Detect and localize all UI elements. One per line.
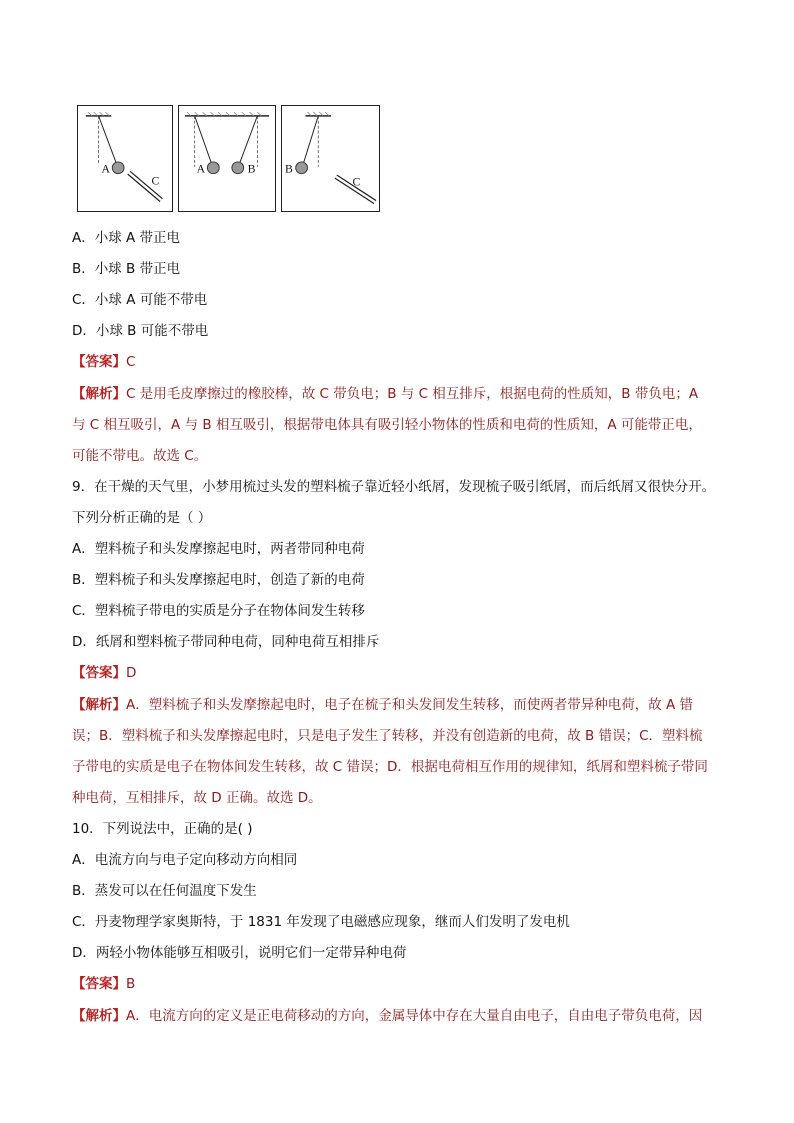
- answer-tag: 【答案】: [72, 665, 126, 681]
- q10-stem: 10．下列说法中，正确的是( ): [72, 821, 253, 837]
- answer-tag: 【答案】: [72, 976, 126, 992]
- figure-group: [77, 105, 380, 212]
- label-b: B: [284, 162, 293, 176]
- q9-analysis-line-2: 误；B．塑料梳子和头发摩擦起电时，只是电子发生了转移，并没有创造新的电荷，故 B 错误；C．塑料梳: [72, 728, 703, 744]
- q8-analysis-line-3: 可能不带电。故选 C。: [72, 448, 208, 464]
- analysis-text: C 是用毛皮摩擦过的橡胶棒，故 C 带负电；B 与 C 相互排斥，根据电荷的性质知，B 带负电；A: [126, 386, 699, 402]
- answer-value: D: [126, 665, 137, 681]
- analysis-tag: 【解析】: [72, 386, 126, 402]
- analysis-tag: 【解析】: [72, 1008, 126, 1024]
- ball-a: [207, 162, 219, 174]
- figure-2-drawing: [179, 106, 275, 211]
- label-c: C: [151, 174, 160, 188]
- q9-analysis-line-3: 子带电的实质是电子在物体间发生转移，故 C 错误；D．根据电荷相互作用的规律知，纸屑和塑料梳子带同: [72, 759, 708, 775]
- q9-option-d: D．纸屑和塑料梳子带同种电荷，同种电荷互相排斥: [72, 634, 380, 650]
- q8-answer: [72, 352, 732, 372]
- figure-2: [178, 105, 276, 212]
- ball-a: [112, 162, 124, 174]
- answer-value: C: [126, 354, 136, 370]
- q9-answer: [72, 663, 732, 683]
- label-a: A: [101, 162, 110, 176]
- q10-answer: [72, 974, 732, 994]
- answer-value: B: [126, 976, 136, 992]
- figure-3: [281, 105, 380, 212]
- q8-option-c: C．小球 A 可能不带电: [72, 292, 208, 308]
- q8-option-a: A．小球 A 带正电: [72, 230, 181, 246]
- analysis-tag: 【解析】: [72, 697, 126, 713]
- analysis-text: A．电流方向的定义是正电荷移动的方向，金属导体中存在大量自由电子，自由电子带负电荷，因: [126, 1008, 703, 1024]
- q9-stem-line-1: 9．在干燥的天气里，小梦用梳过头发的塑料梳子靠近轻小纸屑，发现梳子吸引纸屑，而后纸屑又很快分开。: [72, 479, 716, 495]
- q8-option-d: D．小球 B 可能不带电: [72, 323, 209, 339]
- label-a: A: [196, 162, 206, 176]
- q9-option-b: B．塑料梳子和头发摩擦起电时，创造了新的电荷: [72, 572, 365, 588]
- label-c: C: [352, 175, 361, 189]
- q10-analysis-line-1: [72, 1006, 732, 1026]
- figure-1-drawing: [78, 106, 172, 211]
- q9-analysis-line-1: [72, 695, 732, 715]
- q9-option-a: A．塑料梳子和头发摩擦起电时，两者带同种电荷: [72, 541, 365, 557]
- figure-3-drawing: [282, 106, 379, 211]
- q10-option-c: C．丹麦物理学家奥斯特，于 1831 年发现了电磁感应现象，继而人们发明了发电机: [72, 914, 570, 930]
- answer-tag: 【答案】: [72, 354, 126, 370]
- q8-option-b: B．小球 B 带正电: [72, 261, 181, 277]
- analysis-text: A．塑料梳子和头发摩擦起电时，电子在梳子和头发间发生转移，而使两者带异种电荷，故 A 错: [126, 697, 694, 713]
- q10-option-a: A．电流方向与电子定向移动方向相同: [72, 852, 298, 868]
- q8-analysis-line-1: [72, 384, 732, 404]
- label-b: B: [247, 162, 256, 176]
- q10-option-b: B．蒸发可以在任何温度下发生: [72, 883, 257, 899]
- q8-analysis-line-2: 与 C 相互吸引，A 与 B 相互吸引，根据带电体具有吸引轻小物体的性质和电荷的性质知，A 可能带正电，: [72, 417, 702, 433]
- q9-stem-line-2: 下列分析正确的是（ ）: [72, 510, 212, 526]
- q9-analysis-line-4: 种电荷，互相排斥，故 D 正确。故选 D。: [72, 790, 322, 806]
- ball-b: [232, 162, 244, 174]
- ball-b: [296, 162, 308, 174]
- figure-1: [77, 105, 173, 212]
- q10-option-d: D．两轻小物体能够互相吸引，说明它们一定带异种电荷: [72, 945, 407, 961]
- q9-option-c: C．塑料梳子带电的实质是分子在物体间发生转移: [72, 603, 365, 619]
